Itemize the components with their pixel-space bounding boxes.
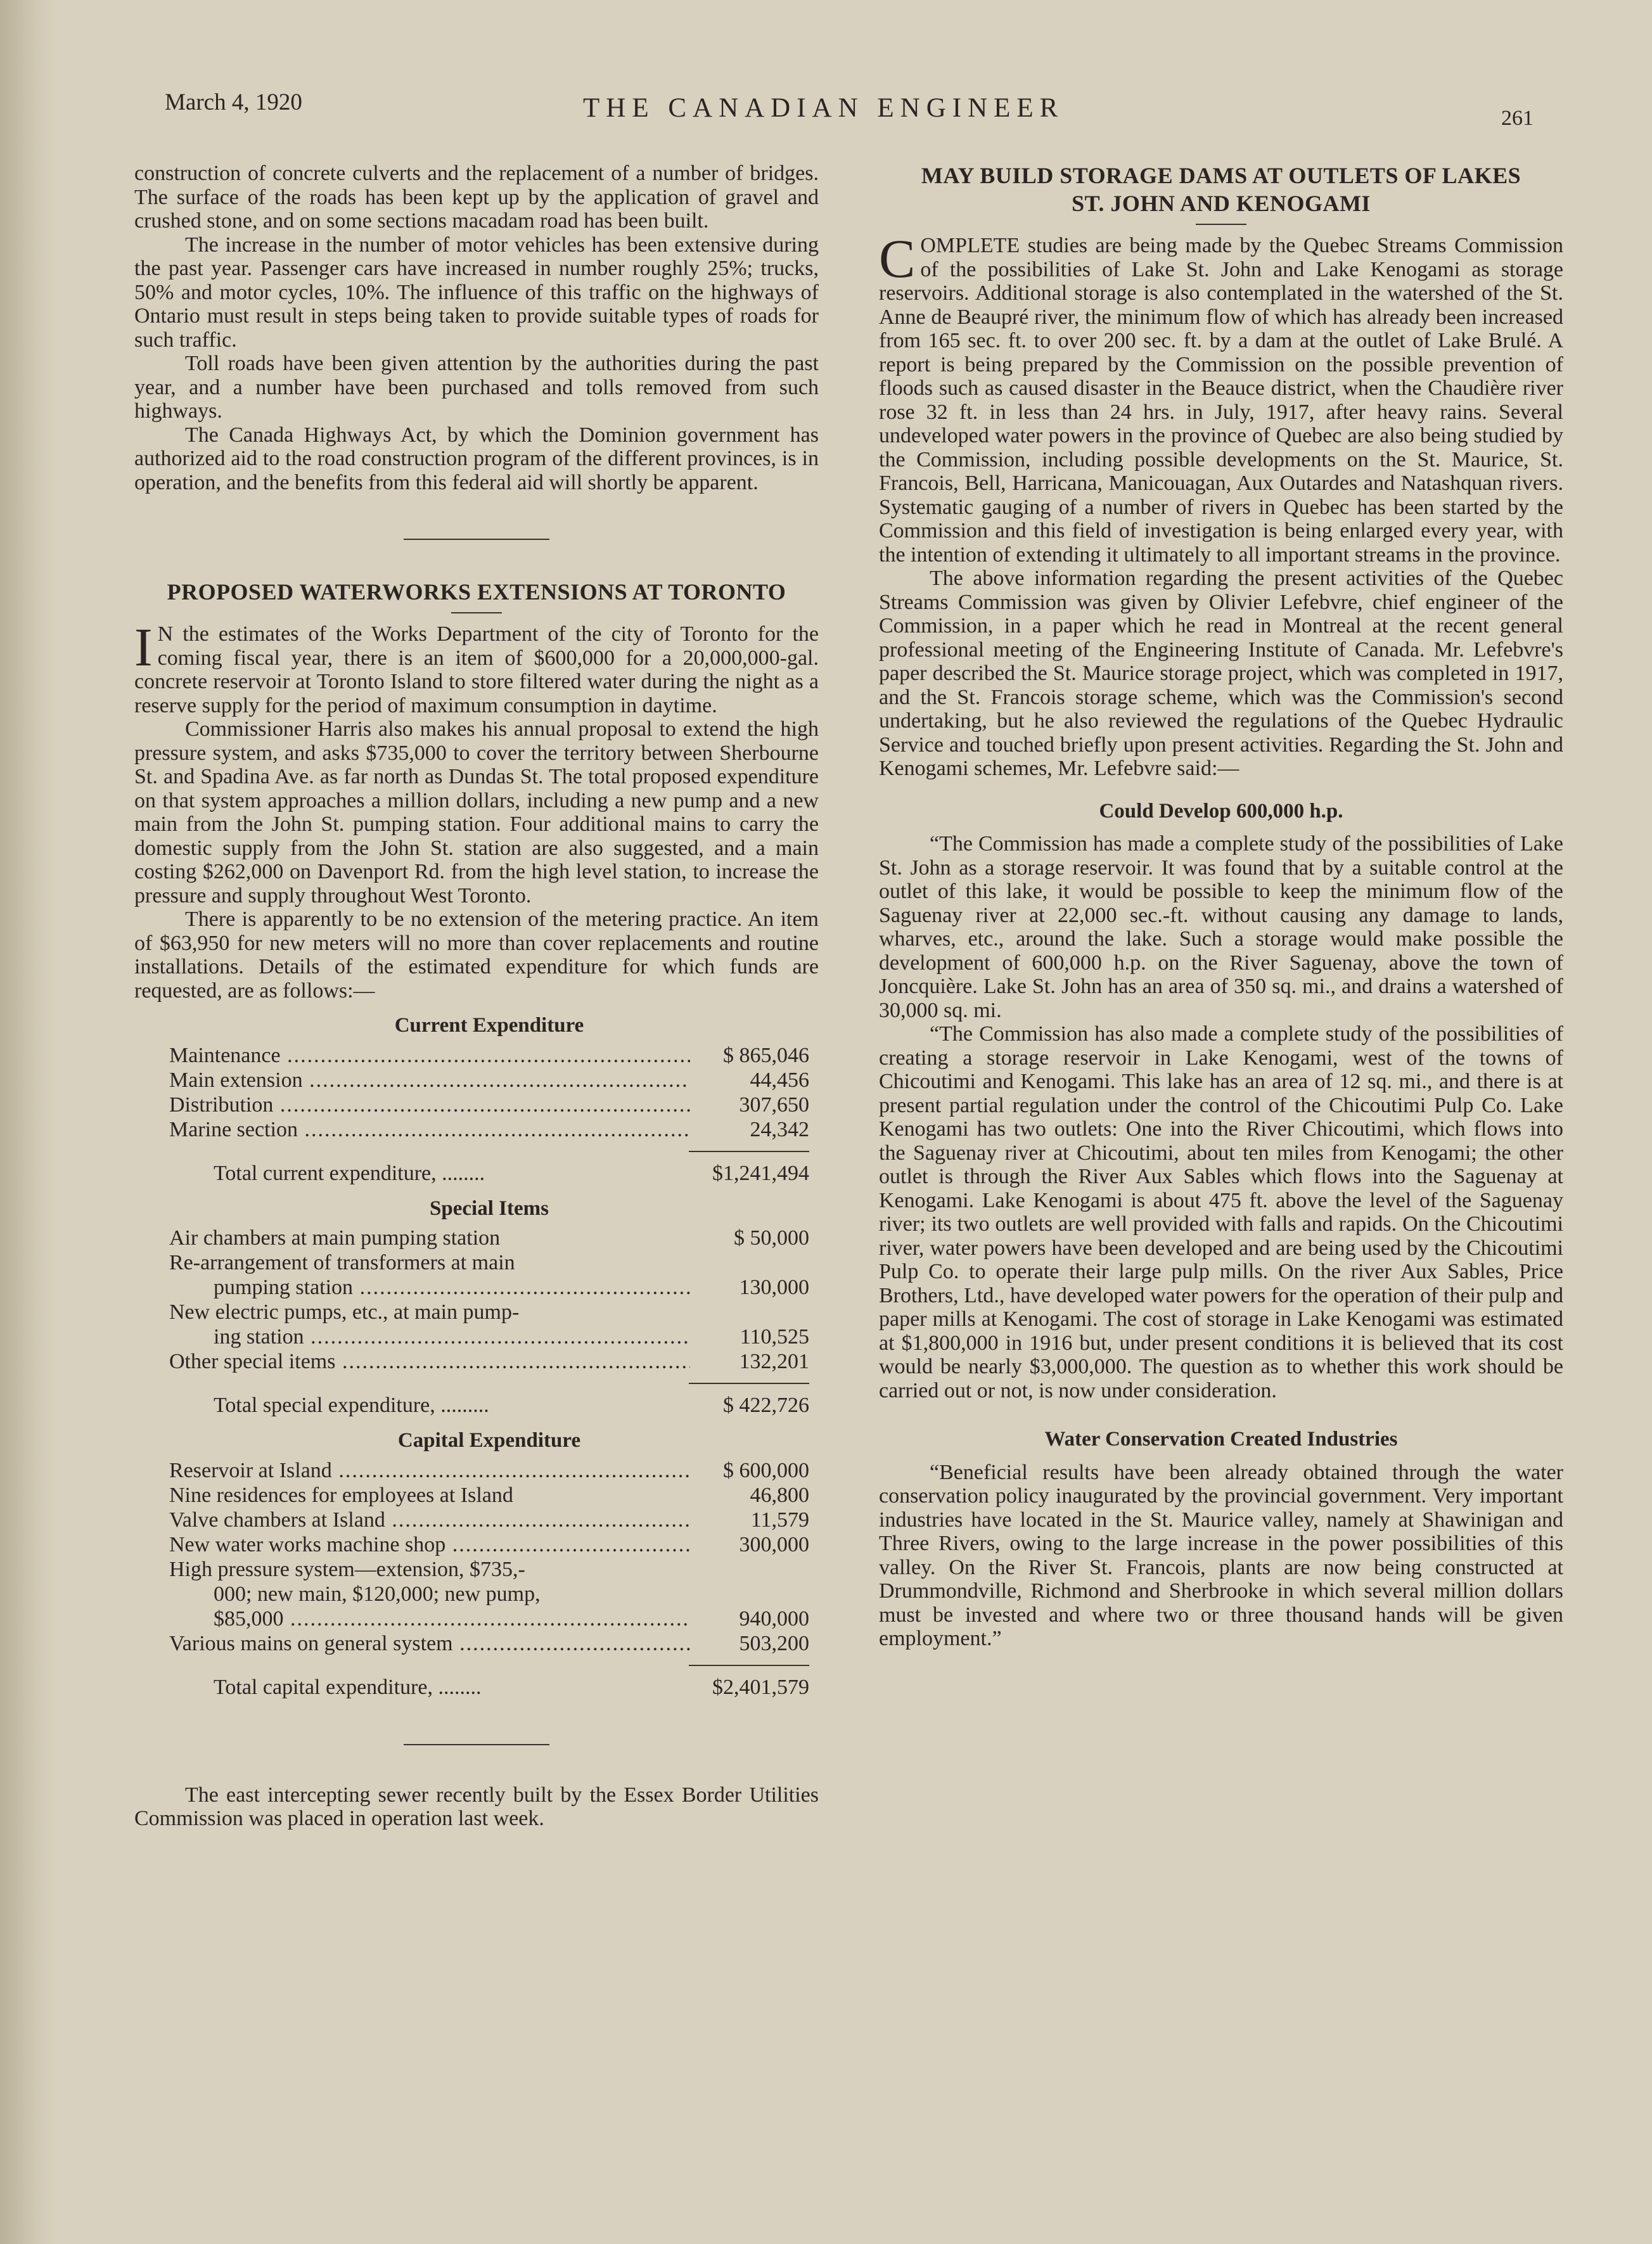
item-label: Re-arrangement of transformers at main	[169, 1251, 515, 1274]
ledger-row	[169, 1068, 809, 1093]
title-rule	[451, 612, 502, 613]
total-rule	[689, 1665, 809, 1666]
lead-paragraph	[134, 617, 819, 717]
current-expenditure-heading: Current Expenditure	[394, 1014, 584, 1037]
item-label: Distribution .....	[169, 1093, 690, 1117]
total-amount: $1,241,494	[712, 1161, 809, 1185]
ledger-row	[169, 1508, 809, 1532]
ledger-row	[169, 1324, 809, 1349]
right-column	[879, 162, 1563, 1651]
total-row	[169, 1161, 809, 1186]
total-row	[169, 1393, 809, 1418]
continued-paragraph: construction of concrete culverts and the replacement of a number of bridges. The surface of the roads has been kept up by the application of gravel and crushed stone, and on some sections macadam road has been built.	[134, 162, 819, 233]
page-header	[165, 82, 1534, 133]
paragraph: “The Commission has also made a complete study of the possibilities of creating a storage reservoir in Lake Kenogami, west of the towns of Chicoutimi and Kenogami. This lake has an area of 12 sq. mi., and there is at present partial regulation under the control of the Chicoutimi Pulp Co. Lake Kenogami has two outlets: One into the River Chicoutimi, which flows into the Saguenay river at Chicoutimi, about ten miles from Kenogami; the other outlet is through the River Aux Sables which flows into the Saguenay at Kenogami. Lake Kenogami is about 475 ft. above the level of the Saguenay river; its two outlets are well provided with falls and rapids. On the Chicoutimi river, water powers have been developed and are being used by the Chicoutimi Pulp Co. to operate their large pulp mills. On the river Aux Sables, Price Brothers, Ltd., have developed water powers for the operation of their pulp and paper mills at Kenogami. The cost of storage in Lake Kenogami was estimated at $1,800,000 in 1916 but, under present conditions it is believed that its cost would be nearly $3,000,000. The question as to whether this work should be carried out or not, is now under consideration.	[879, 1022, 1563, 1402]
item-amount: 11,579	[750, 1508, 809, 1532]
left-column	[134, 162, 819, 1831]
ledger-row	[169, 1275, 809, 1300]
ledger-row	[169, 1226, 809, 1250]
item-amount: 132,201	[739, 1350, 809, 1373]
item-label: Air chambers at main pumping station	[169, 1226, 501, 1250]
total-rule	[689, 1383, 809, 1384]
article-title	[879, 162, 1563, 217]
ledger-row	[169, 1606, 809, 1631]
section-divider	[404, 1744, 549, 1745]
item-amount: 110,525	[740, 1325, 809, 1349]
item-label: New electric pumps, etc., at main pump-	[169, 1300, 520, 1324]
ledger-row	[169, 1631, 809, 1656]
item-amount: 46,800	[750, 1483, 809, 1507]
item-label: ing station .....	[214, 1324, 690, 1349]
ledger-row	[169, 1582, 809, 1606]
item-label: pumping station .....	[214, 1275, 690, 1300]
title-line: MAY BUILD STORAGE DAMS AT OUTLETS OF LAKES	[921, 163, 1521, 188]
paragraph: Commissioner Harris also makes his annual proposal to extend the high pressure system, and asks $735,000 to cover the territory between Sherbourne St. and Spadina Ave. as far north as Dundas St. The total proposed expenditure on that system approaches a million dollars, including a new pump and a new main from the John St. pumping station. Four additional mains to carry the domestic supply from the John St. station are also suggested, and a main costing $262,000 on Davenport Rd. from the high level station, to increase the pressure and supply throughout West Toronto.	[134, 717, 819, 907]
journal-title: THE CANADIAN ENGINEER	[583, 93, 1065, 123]
paragraph: “The Commission has made a complete study of the possibilities of Lake St. John as a storage reservoir. It was found that by a suitable control at the outlet of this lake, it would be possible to keep the minimum flow of the Saguenay river at 22,000 sec.-ft. without causing any damage to lands, wharves, etc., around the lake. Such a storage would make possible the development of 600,000 h.p. on the River Saguenay, above the town of Joncquière. Lake St. John has an area of 350 sq. mi., and drains a watershed of 30,000 sq. mi.	[879, 832, 1563, 1022]
lead-text: N the estimates of the Works Department of the city of Toronto for the coming fiscal year, there is an item of $600,000 for a 20,000,000-gal. concrete reservoir at Toronto Island to store filtered water during the night as a reserve supply for the period of maximum consumption in daytime.	[134, 622, 819, 717]
total-label: Total capital expenditure, ........	[214, 1675, 482, 1699]
total-rule	[689, 1151, 809, 1152]
paragraph: Toll roads have been given attention by the authorities during the past year, and a number have been purchased and tolls removed from such highways.	[134, 352, 819, 423]
ledger-row	[169, 1117, 809, 1142]
paragraph: The Canada Highways Act, by which the Dominion government has authorized aid to the road construction program of the different provinces, is in operation, and the benefits from this federal aid will shortly be apparent.	[134, 423, 819, 494]
item-label: Main extension .....	[169, 1068, 690, 1093]
item-label: High pressure system—extension, $735,-	[169, 1557, 525, 1581]
item-label: Maintenance .....	[169, 1043, 690, 1068]
total-row	[169, 1675, 809, 1700]
drop-cap: I	[134, 617, 153, 677]
item-label: $85,000 .....	[214, 1606, 690, 1631]
ledger-row	[169, 1349, 809, 1374]
item-amount: 300,000	[739, 1532, 809, 1556]
item-label: 000; new main, $120,000; new pump,	[214, 1582, 541, 1606]
page-number: 261	[1501, 106, 1534, 130]
paragraph: The increase in the number of motor vehicles has been extensive during the past year. Passenger cars have increased in number roughly 25%; trucks, 50% and motor cycles, 10%. The influence of this traffic on the highways of Ontario must result in steps being taken to provide suitable types of roads for such traffic.	[134, 233, 819, 352]
section-divider	[404, 539, 549, 540]
paragraph: There is apparently to be no extension of the metering practice. An item of $63,950 for new meters will no more than cover replacements and routine installations. Details of the estimated expenditure for which funds are requested, are as follows:—	[134, 907, 819, 1003]
item-amount: 44,456	[750, 1068, 809, 1092]
drop-cap: C	[879, 228, 916, 289]
item-amount: 940,000	[739, 1606, 809, 1631]
ledger-row	[169, 1093, 809, 1117]
ledger-row	[169, 1557, 809, 1582]
item-amount: $ 600,000	[723, 1458, 809, 1482]
title-rule	[1196, 224, 1246, 225]
paragraph: “Beneficial results have been already obtained through the water conservation policy inaugurated by the provincial government. Very important industries have located in the St. Maurice valley, namely at Shawinigan and Three Rivers, owing to the large increase in the power possibilities of this valley. On the River St. Francois, plants are now being constructed at Drummondville, Richmond and Sherbrooke in which several million dollars must be invested and where two or three thousand hands will be given employment.”	[879, 1460, 1563, 1650]
section-subheading: Could Develop 600,000 h.p.	[1099, 799, 1343, 823]
ledger-row	[169, 1532, 809, 1557]
lead-text: OMPLETE studies are being made by the Quebec Streams Commission of the possibilities of Lake St. John and Lake Kenogami as storage reservoirs. Additional storage is also contemplated in the watershed of the St. Anne de Beaupré river, the minimum flow of which has already been increased from 165 sec. ft. to over 200 sec. ft. by a dam at the outlet of Lake Brulé. A report is being prepared by the Commission on the possible prevention of floods such as caused disaster in the Beauce district, when the Chaudière river rose 32 ft. in less than 24 hrs. in July, 1917, after heavy rains. Several undeveloped water powers in the province of Quebec are also being studied by the Commission, including possible developments on the St. Maurice, St. Francois, Bell, Harricana, Manicouagan, Aux Outardes and Natashquan rivers. Systematic gauging of a number of rivers in Quebec has been started by the Commission and this field of investigation is being enlarged every year, with the intention of extending it ultimately to all important streams in the province.	[879, 234, 1563, 567]
lead-paragraph	[879, 228, 1563, 567]
title-line: ST. JOHN AND KENOGAMI	[1072, 191, 1371, 216]
ledger-row	[169, 1458, 809, 1483]
ledger-row	[169, 1250, 809, 1275]
ledger-row	[169, 1300, 809, 1324]
issue-date: March 4, 1920	[165, 89, 302, 115]
item-label: New water works machine shop .....	[169, 1532, 690, 1557]
capital-expenditure-heading: Capital Expenditure	[397, 1429, 581, 1452]
item-amount: 307,650	[739, 1093, 809, 1117]
item-label: Valve chambers at Island .....	[169, 1508, 690, 1532]
item-amount: 130,000	[739, 1276, 809, 1299]
item-label: Marine section .....	[169, 1117, 690, 1142]
total-label: Total current expenditure, ........	[214, 1161, 485, 1185]
page-gutter	[0, 0, 57, 2244]
article-title: PROPOSED WATERWORKS EXTENSIONS AT TORONTO	[167, 579, 786, 605]
item-label: Other special items .....	[169, 1349, 690, 1374]
news-note: The east intercepting sewer recently built by the Essex Border Utilities Commission was placed in operation last week.	[134, 1783, 819, 1830]
item-amount: $ 50,000	[734, 1226, 809, 1250]
ledger-row	[169, 1483, 809, 1508]
item-label: Nine residences for employees at Island	[169, 1483, 513, 1507]
total-label: Total special expenditure, .........	[214, 1394, 489, 1417]
item-label: Various mains on general system .....	[169, 1631, 690, 1656]
total-amount: $ 422,726	[723, 1394, 809, 1417]
item-amount: 503,200	[739, 1631, 809, 1655]
ledger-row	[169, 1043, 809, 1068]
item-amount: $ 865,046	[723, 1043, 809, 1067]
item-amount: 24,342	[750, 1117, 809, 1141]
section-subheading: Water Conservation Created Industries	[1044, 1428, 1398, 1451]
item-label: Reservoir at Island .....	[169, 1458, 690, 1483]
paragraph: The above information regarding the present activities of the Quebec Streams Commission was given by Olivier Lefebvre, chief engineer of the Commission, in a paper which he read in Montreal at the recent general professional meeting of the Engineering Institute of Canada. Mr. Lefebvre's paper described the St. Maurice storage project, which was completed in 1917, and the St. Francois storage scheme, which was the Commission's second undertaking, but he also reviewed the regulations of the Quebec Hydraulic Service and touched briefly upon present activities. Regarding the St. John and Kenogami schemes, Mr. Lefebvre said:—	[879, 567, 1563, 780]
special-items-heading: Special Items	[430, 1196, 549, 1220]
expenditure-table	[169, 1014, 809, 1700]
total-amount: $2,401,579	[712, 1675, 809, 1699]
